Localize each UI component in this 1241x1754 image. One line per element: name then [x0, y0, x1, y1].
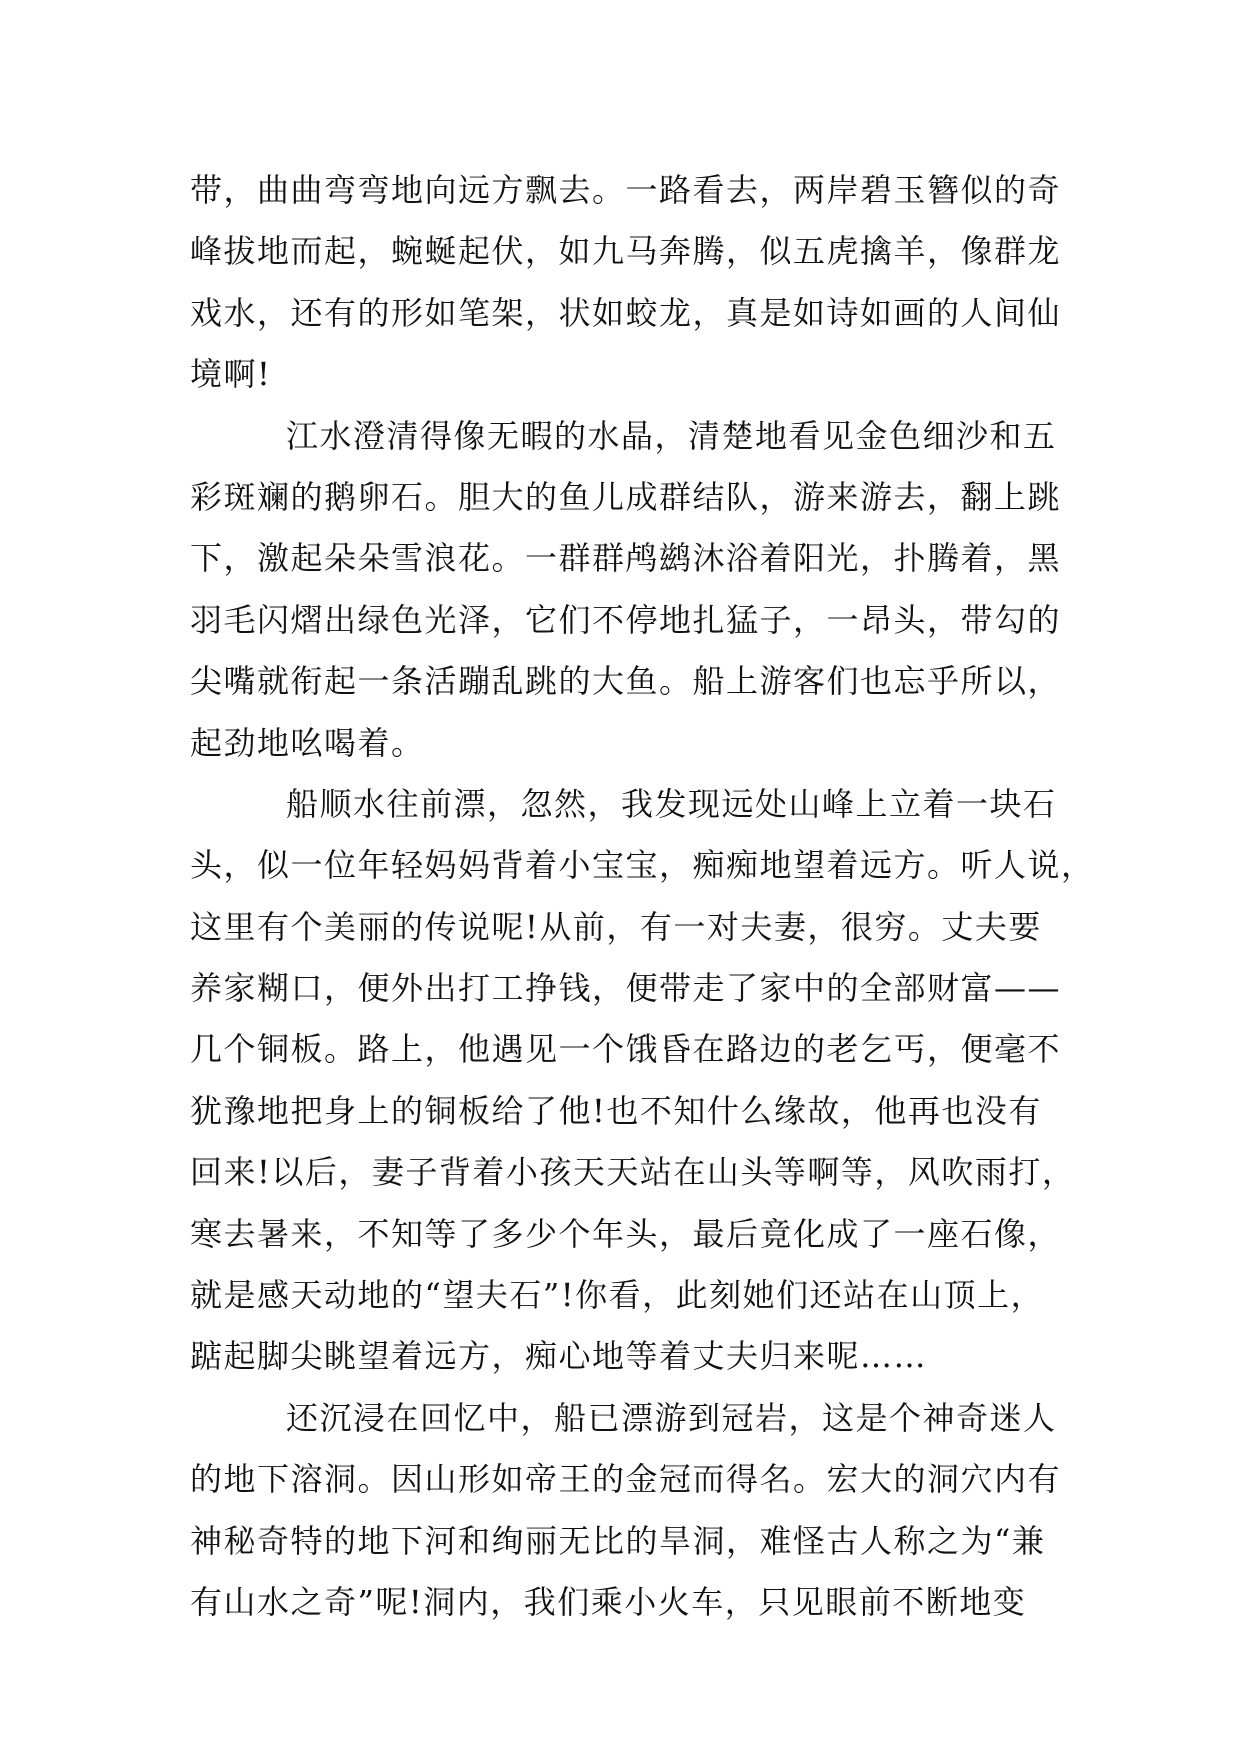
paragraph-3: [190, 774, 1095, 1388]
paragraph-1: [190, 160, 1070, 406]
text-line: 还沉浸在回忆中，船已漂游到冠岩，这是个神奇迷人: [286, 1398, 1057, 1437]
text-line: 戏水，还有的形如笔架，状如蛟龙，真是如诗如画的人间仙: [190, 293, 1062, 332]
text-line: 江水澄清得像无暇的水晶，清楚地看见金色细沙和五: [286, 416, 1057, 455]
text-line: 神秘奇特的地下河和绚丽无比的旱洞，难怪古人称之为“兼: [190, 1521, 1046, 1560]
text-line: 尖嘴就衔起一条活蹦乱跳的大鱼。船上游客们也忘乎所以，: [190, 662, 1062, 701]
text-line: 船顺水往前漂，忽然，我发现远处山峰上立着一块石: [286, 784, 1057, 823]
text-line: 回来!以后，妻子背着小孩天天站在山头等啊等，风吹雨打，: [190, 1153, 1076, 1192]
text-line: 羽毛闪熠出绿色光泽，它们不停地扎猛子，一昂头，带勾的: [190, 600, 1062, 639]
text-line: 起劲地吆喝着。: [190, 723, 425, 762]
text-line: 的地下溶洞。因山形如帝王的金冠而得名。宏大的洞穴内有: [190, 1460, 1062, 1499]
paragraph-2: [190, 406, 1070, 774]
text-line: 就是感天动地的“望夫石”!你看，此刻她们还站在山顶上，: [190, 1276, 1045, 1315]
text-line: 彩斑斓的鹅卵石。胆大的鱼儿成群结队，游来游去，翻上跳: [190, 477, 1062, 516]
text-line: 头，似一位年轻妈妈背着小宝宝，痴痴地望着远方。听人说，: [190, 846, 1095, 885]
text-line: 有山水之奇”呢!洞内，我们乘小火车，只见眼前不断地变: [190, 1582, 1027, 1621]
text-line: 这里有个美丽的传说呢!从前，有一对夫妻，很穷。丈夫要: [190, 907, 1042, 946]
text-line: 犹豫地把身上的铜板给了他!也不知什么缘故，他再也没有: [190, 1091, 1042, 1130]
text-line: 踮起脚尖眺望着远方，痴心地等着丈夫归来呢……: [190, 1337, 928, 1376]
paragraph-4: [190, 1388, 1070, 1634]
text-line: 带，曲曲弯弯地向远方飘去。一路看去，两岸碧玉簪似的奇: [190, 171, 1062, 209]
text-line: 寒去暑来，不知等了多少个年头，最后竟化成了一座石像，: [190, 1214, 1062, 1253]
text-line: 养家糊口，便外出打工挣钱，便带走了家中的全部财富——: [190, 969, 1062, 1008]
text-line: 境啊!: [190, 355, 272, 394]
text-line: 下，激起朵朵雪浪花。一群群鸬鹚沐浴着阳光，扑腾着，黑: [190, 539, 1062, 578]
text-line: 峰拔地而起，蜿蜒起伏，如九马奔腾，似五虎擒羊，像群龙: [190, 232, 1062, 271]
body-text: [190, 160, 1095, 1633]
text-line: 几个铜板。路上，他遇见一个饿昏在路边的老乞丐，便毫不: [190, 1030, 1062, 1069]
